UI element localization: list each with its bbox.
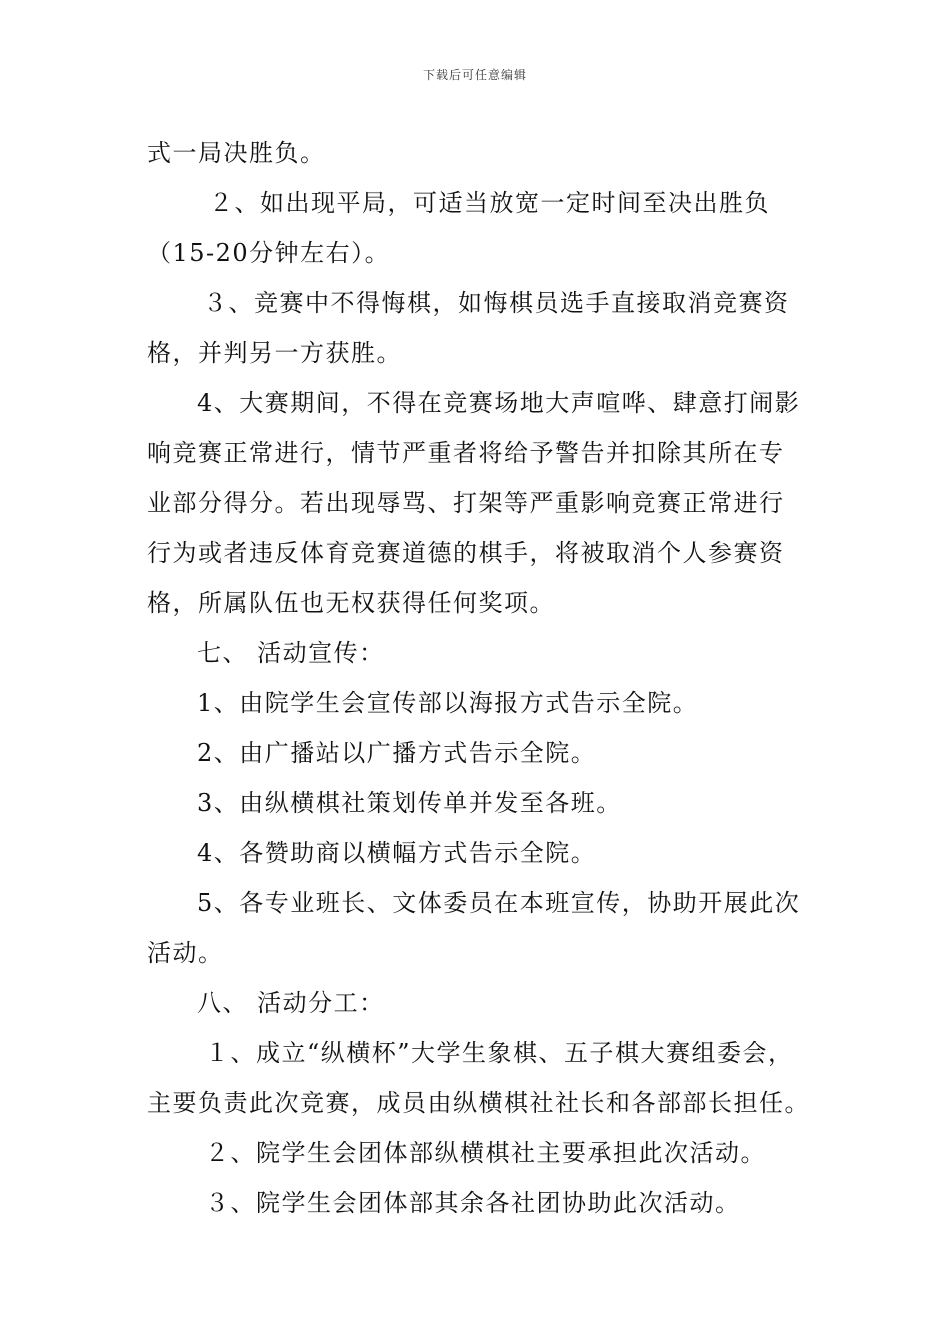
section-heading: 八、 活动分工： (197, 989, 385, 1017)
paragraph-line: 活动。 (147, 939, 224, 967)
paragraph-line: 格，并判另一方获胜。 (147, 339, 402, 367)
paragraph-line: 格，所属队伍也无权获得任何奖项。 (147, 589, 555, 617)
paragraph-line: 5、各专业班长、文体委员在本班宣传，协助开展此次 (197, 889, 801, 917)
paragraph-line: 4、各赞助商以横幅方式告示全院。 (197, 839, 597, 867)
document-body (147, 128, 810, 1228)
paragraph-line: 行为或者违反体育竞赛道德的棋手，将被取消个人参赛资 (147, 539, 785, 567)
paragraph-line: 3、由纵横棋社策划传单并发至各班。 (197, 789, 622, 817)
paragraph-line: ３、竞赛中不得悔棋，如悔棋员选手直接取消竞赛资 (203, 289, 790, 317)
paragraph-line: （15-20分钟左右）。 (147, 239, 391, 267)
paragraph-line: 主要负责此次竞赛，成员由纵横棋社社长和各部部长担任。 (147, 1089, 810, 1117)
paragraph-line: 业部分得分。若出现辱骂、打架等严重影响竞赛正常进行 (147, 489, 785, 517)
paragraph-line: ３、院学生会团体部其余各社团协助此次活动。 (205, 1189, 741, 1217)
section-heading: 七、 活动宣传： (197, 639, 385, 667)
paragraph-line: 1、由院学生会宣传部以海报方式告示全院。 (197, 689, 699, 717)
paragraph-line: 4、大赛期间，不得在竞赛场地大声喧哗、肆意打闹影 (197, 389, 801, 417)
paragraph-line: 响竞赛正常进行，情节严重者将给予警告并扣除其所在专 (147, 439, 785, 467)
paragraph-line: 2、由广播站以广播方式告示全院。 (197, 739, 597, 767)
page-header: 下载后可任意编辑 (422, 68, 527, 82)
paragraph-line: 式一局决胜负。 (147, 139, 326, 167)
paragraph-line: １、成立“纵横杯”大学生象棋、五子棋大赛组委会， (205, 1039, 794, 1067)
paragraph-line: ２、如出现平局，可适当放宽一定时间至决出胜负 (209, 189, 770, 217)
paragraph-line: ２、院学生会团体部纵横棋社主要承担此次活动。 (205, 1139, 766, 1167)
